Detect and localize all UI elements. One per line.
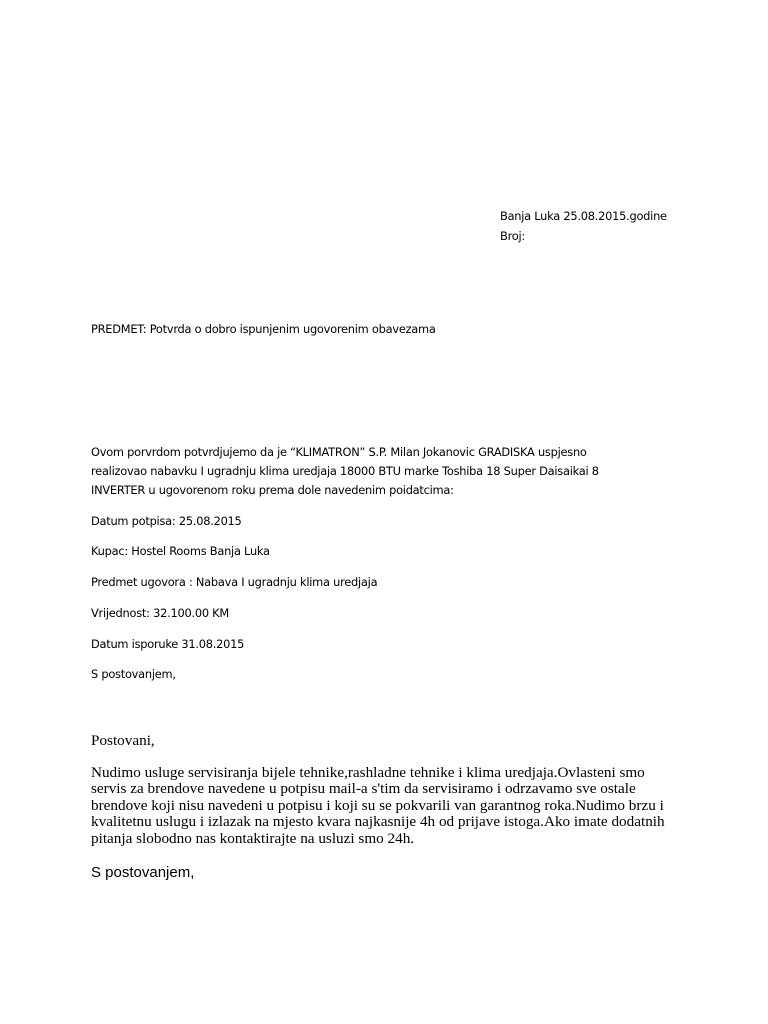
letter-body-line-1: Nudimo usluge servisiranja bijele tehnike,rashladne tehnike i klima uredjaja.Ovlasteni smo: [91, 764, 645, 781]
intro-line-3: INVERTER u ugovorenom roku prema dole navedenim poidatcima:: [91, 483, 454, 497]
letter-closing: S postovanjem,: [91, 864, 195, 881]
letter-body-line-4: kvalitetnu uslugu i izlazak na mjesto kvara najkasnije 4h od prijave istoga.Ako imate dodatnih: [91, 813, 665, 831]
delivery-date: Datum isporuke 31.08.2015: [91, 637, 245, 651]
contract-subject: Predmet ugovora : Nabava I ugradnju klima uredjaja: [91, 575, 378, 589]
letter-body-line-3: brendove koji nisu navedeni u potpisu i koji su se pokvarili van garantnog roka.Nudimo brzu i: [91, 796, 664, 814]
closing-regards: S postovanjem,: [91, 667, 176, 681]
letter-body: [91, 765, 691, 847]
place-date: Banja Luka 25.08.2015.godine: [500, 209, 667, 223]
letter-body-line-2: servis za brendove navedene u potpisu mail-a s'tim da servisiramo i odrzavamo sve ostale: [91, 780, 636, 798]
contract-value: Vrijednost: 32.100.00 KM: [91, 606, 229, 620]
intro-line-2: realizovao nabavku I ugradnju klima uredjaja 18000 BTU marke Toshiba 18 Super Daisaikai 8: [91, 464, 599, 478]
number-label: Broj:: [500, 229, 525, 243]
letter-greeting: Postovani,: [91, 732, 155, 749]
intro-line-1: Ovom porvrdom potvrdjujemo da je “KLIMATRON” S.P. Milan Jokanovic GRADISKA uspjesno: [91, 445, 587, 459]
buyer: Kupac: Hostel Rooms Banja Luka: [91, 544, 270, 558]
signing-date: Datum potpisa: 25.08.2015: [91, 514, 242, 528]
subject-line: PREDMET: Potvrda o dobro ispunjenim ugovorenim obavezama: [91, 322, 436, 336]
letter-body-line-5: pitanja slobodno nas kontaktirajte na usluzi smo 24h.: [91, 829, 415, 847]
